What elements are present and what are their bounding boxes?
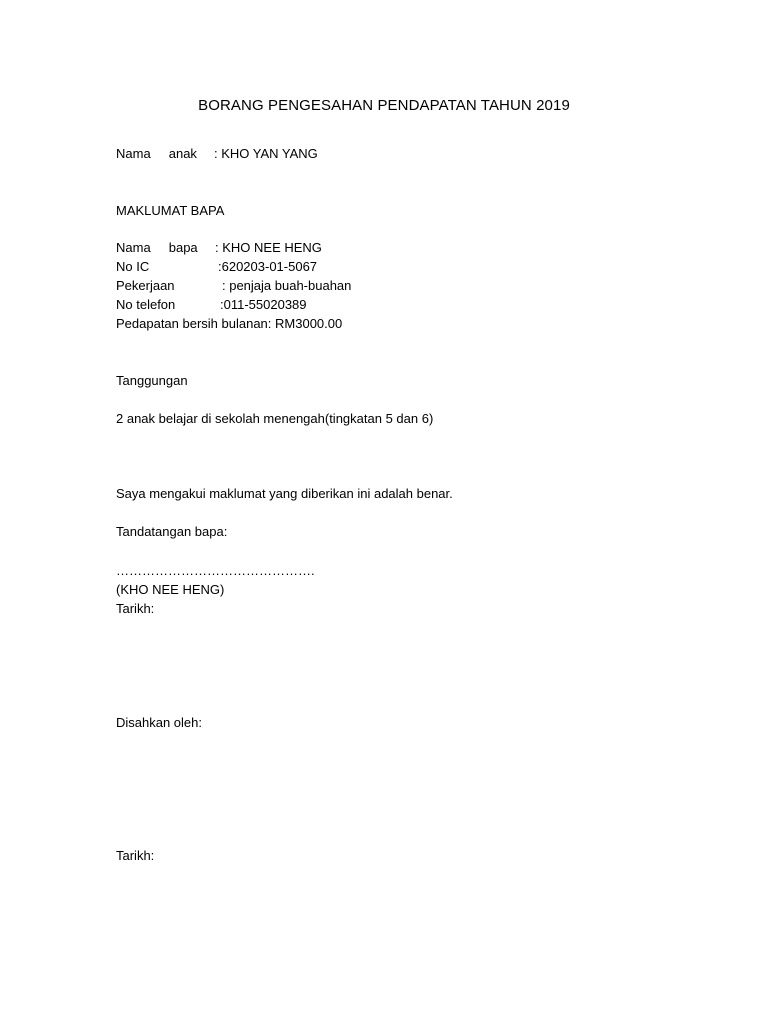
- father-name-row: [116, 240, 322, 256]
- section-father-heading: MAKLUMAT BAPA: [116, 203, 225, 218]
- father-ic-label: No IC: [116, 259, 150, 274]
- child-name-row: [116, 146, 318, 162]
- signature-name: (KHO NEE HENG): [116, 582, 225, 597]
- signature-label: Tandatangan bapa:: [116, 524, 228, 539]
- father-job-label: Pekerjaan: [116, 278, 175, 293]
- father-job-value: : penjaja buah-buahan: [222, 278, 352, 293]
- father-job-row: [116, 278, 351, 294]
- date-label-father: Tarikh:: [116, 601, 155, 616]
- verified-by-label: Disahkan oleh:: [116, 715, 202, 730]
- father-ic-row: [116, 259, 317, 275]
- date-label-verifier: Tarikh:: [116, 848, 155, 863]
- dependents-heading: Tanggungan: [116, 373, 188, 388]
- father-phone-row: [116, 297, 307, 313]
- father-ic-value: :620203-01-5067: [218, 259, 318, 274]
- child-name-value: : KHO YAN YANG: [214, 146, 318, 161]
- father-phone-label: No telefon: [116, 297, 176, 312]
- father-phone-value: :011-55020389: [220, 297, 307, 312]
- signature-line: ……………………………………….: [116, 563, 315, 578]
- declaration-text: Saya mengakui maklumat yang diberikan ini adalah benar.: [116, 486, 453, 501]
- document-title: BORANG PENGESAHAN PENDAPATAN TAHUN 2019: [198, 97, 570, 114]
- child-name-label: Nama anak: [116, 146, 197, 161]
- dependents-text: 2 anak belajar di sekolah menengah(tingkatan 5 dan 6): [116, 411, 434, 426]
- father-name-value: : KHO NEE HENG: [215, 240, 322, 255]
- father-income-row: Pedapatan bersih bulanan: RM3000.00: [116, 316, 343, 331]
- father-name-label: Nama bapa: [116, 240, 198, 255]
